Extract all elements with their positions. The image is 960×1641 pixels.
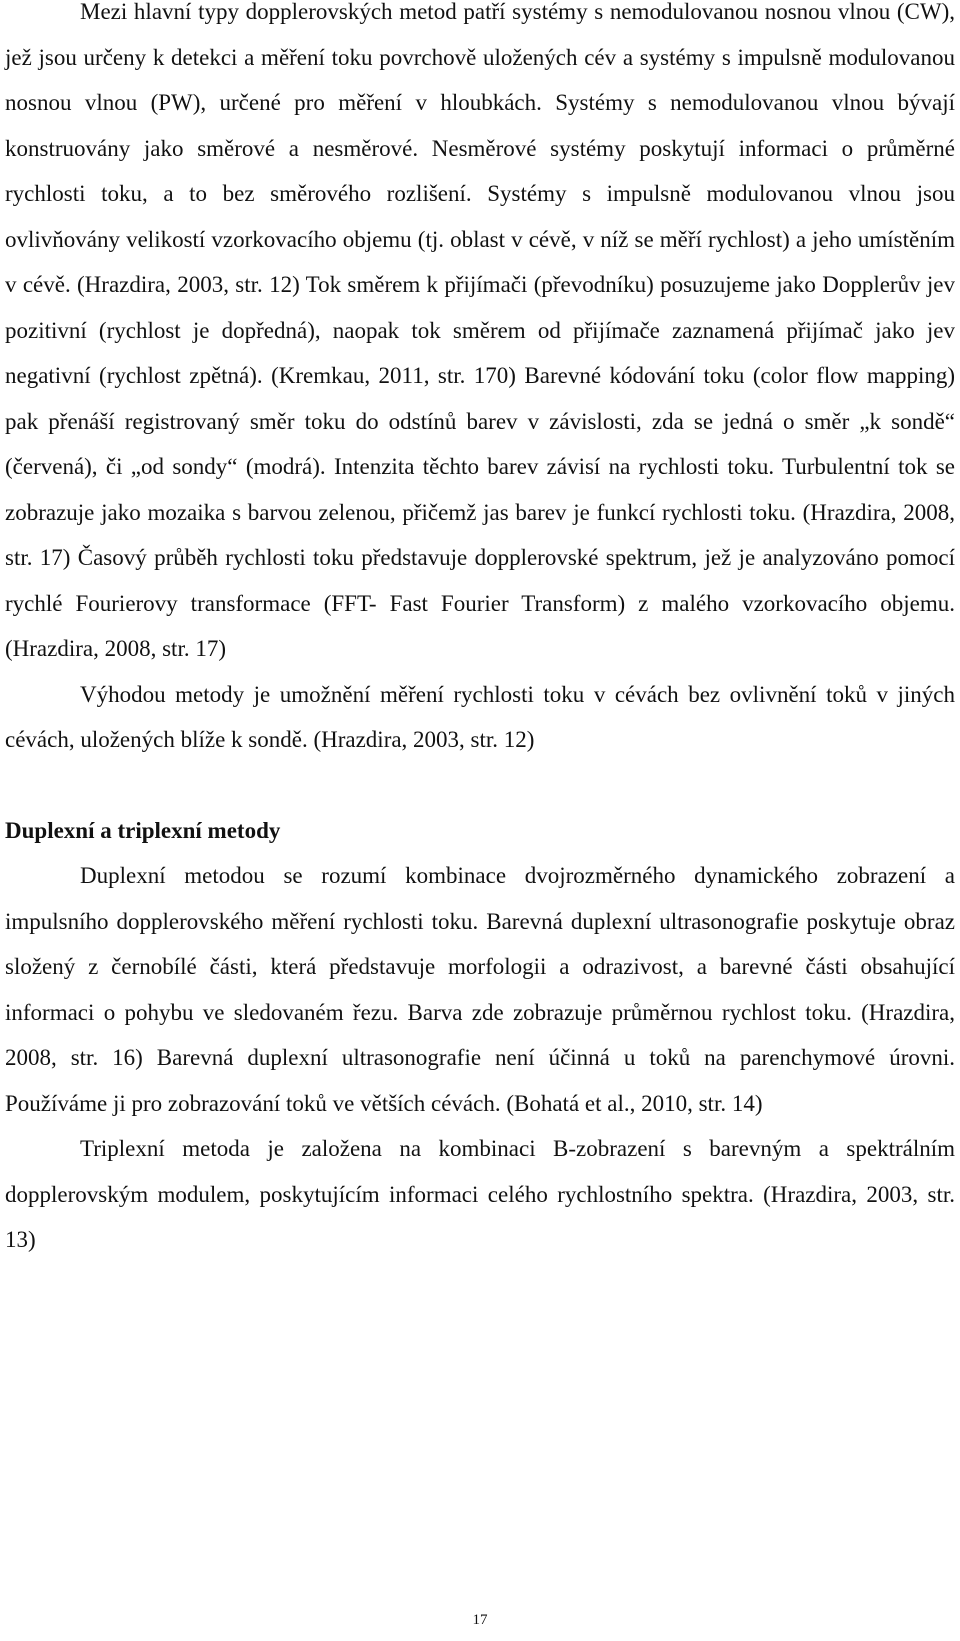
paragraph-doppler-methods: Mezi hlavní typy dopplerovských metod patří systémy s nemodulovanou nosnou vlnou (CW), jež jsou určeny k detekci a měření toku povrchově uložených cév a systémy s impulsně modulovanou nosnou vlnou (PW), určené pro měření v hloubkách. Systémy s nemodulovanou vlnou bývají konstruovány jako směrové a nesměrové. Nesměrové systémy poskytují informaci o průměrné rychlosti toku, a to bez směrového rozlišení. Systémy s impulsně modulovanou vlnou jsou ovlivňovány velikostí vzorkovacího objemu (tj. oblast v cévě, v níž se měří rychlost) a jeho umístěním v cévě. (Hrazdira, 2003, str. 12) Tok směrem k přijímači (převodníku) posuzujeme jako Dopplerův jev pozitivní (rychlost je dopředná), naopak tok směrem od přijímače zaznamená přijímač jako jev negativní (rychlost zpětná). (Kremkau, 2011, str. 170) Barevné kódování toku (color flow mapping) pak přenáší registrovaný směr toku do odstínů barev v závislosti, zda se jedná o směr „k sondě“ (červená), či „od sondy“ (modrá). Intenzita těchto barev závisí na rychlosti toku. Turbulentní tok se zobrazuje jako mozaika s barvou zelenou, přičemž jas barev je funkcí rychlosti toku. (Hrazdira, 2008, str. 17) Časový průběh rychlosti toku představuje dopplerovské spektrum, jež je analyzováno pomocí rychlé Fourierovy transformace (FFT- Fast Fourier Transform) z malého vzorkovacího objemu. (Hrazdira, 2008, str. 17) [5, 0, 955, 661]
page-number: 17 [472, 1612, 488, 1628]
paragraph-duplex-method: Duplexní metodou se rozumí kombinace dvojrozměrného dynamického zobrazení a impulsního dopplerovského měření rychlosti toku. Barevná duplexní ultrasonografie poskytuje obraz složený z černobílé části, která představuje morfologii a odrazivost, a barevné části obsahující informaci o pohybu ve sledovaném řezu. Barva zde zobrazuje průměrnou rychlost toku. (Hrazdira, 2008, str. 16) Barevná duplexní ultrasonografie není účinná u toků na parenchymové úrovni. Používáme ji pro zobrazování toků ve větších cévách. (Bohatá et al., 2010, str. 14) [5, 863, 955, 1116]
paragraph-method-advantage: Výhodou metody je umožnění měření rychlosti toku v cévách bez ovlivnění toků v jiných cévách, uložených blíže k sondě. (Hrazdira, 2003, str. 12) [5, 681, 955, 752]
paragraph-triplex-method: Triplexní metoda je založena na kombinaci B-zobrazení s barevným a spektrálním dopplerovským modulem, poskytujícím informaci celého rychlostního spektra. (Hrazdira, 2003, str. 13) [5, 1136, 955, 1252]
document-page [5, 0, 955, 1263]
section-heading: Duplexní a triplexní metody [5, 817, 281, 843]
